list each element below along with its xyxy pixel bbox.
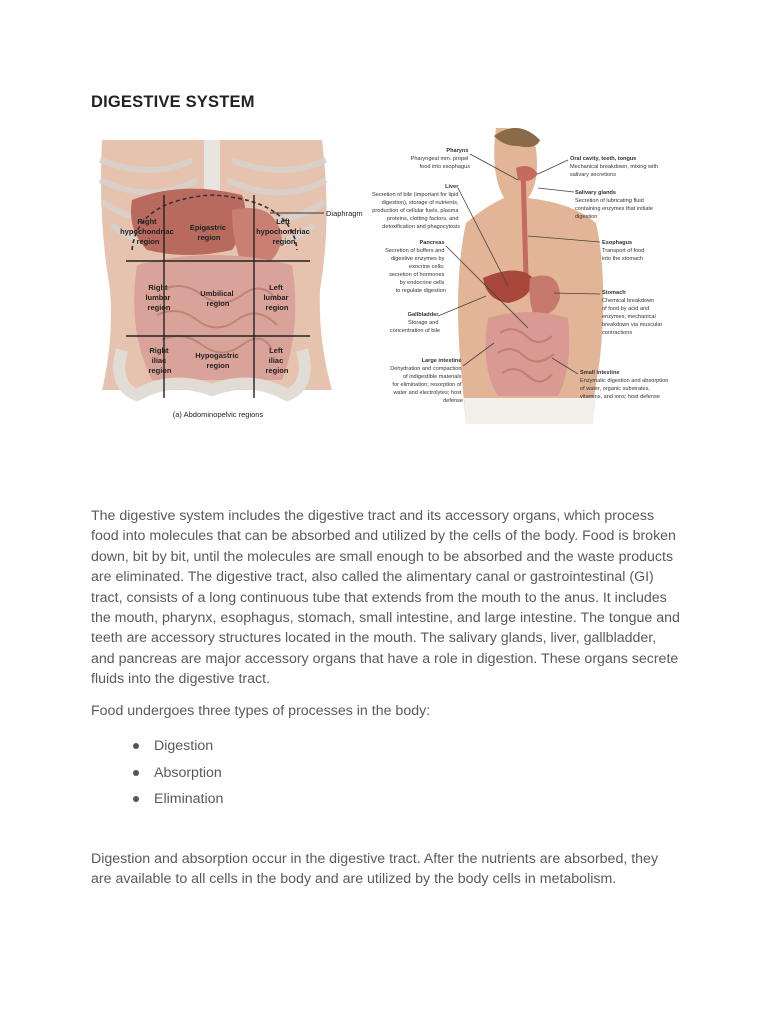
diaphragm-label: Diaphragm: [326, 209, 363, 218]
label-stomach: Stomach Chemical breakdown of food by acid and enzymes; mechanical breakdown via muscular contractions: [602, 290, 663, 336]
region-hypogastric: Hypogastric region: [195, 351, 239, 370]
bullet-icon: [133, 796, 139, 802]
label-pharynx: Pharynx Pharyngeal mm. propel food into esophagus: [410, 148, 470, 170]
list-item: Elimination: [91, 786, 223, 813]
label-esophagus: Esophagus Transport of food into the stomach: [602, 240, 645, 262]
page-title: DIGESTIVE SYSTEM: [91, 93, 255, 111]
region-left-lumbar: Left lumbar region: [263, 283, 289, 312]
label-oral-cavity: Oral cavity, teeth, tongue Mechanical breakdown, mixing with salivary secretions: [570, 156, 658, 178]
intestines-organ: [486, 312, 570, 396]
label-salivary-glands: Salivary glands Secretion of lubricating fluid containing enzymes that initiate digestion: [575, 190, 654, 220]
shorts: [464, 398, 596, 424]
esophagus-shape: [523, 168, 526, 278]
digestive-organs-figure: [368, 128, 678, 424]
bullet-icon: [133, 770, 139, 776]
region-right-iliac: Right iliac region: [148, 346, 172, 375]
intro-paragraph: The digestive system includes the digestive tract and its accessory organs, which process food into molecules that can be absorbed and utilized by the cells of the body. Food is broken down, bit by bit, until the molecules are small enough to be absorbed and the waste products are eliminated. The digestive tract, also called the alimentary canal or gastrointestinal (GI) tract, consists of a long continuous tube that extends from the mouth to the anus. It includes the mouth, pharynx, esophagus, stomach, small intestine, and large intestine. The tongue and teeth are accessory structures located in the mouth. The salivary glands, liver, gallbladder, and pancreas are major accessory organs that have a role in digestion. These organs secrete fluids into the digestive tract.: [91, 508, 680, 688]
label-large-intestine: Large intestine Dehydration and compaction of indigestible materials for elimination; resorption of water and electrolytes; host defense: [390, 358, 463, 404]
region-right-lumbar: Right lumbar region: [145, 283, 171, 312]
label-small-intestine: Small intestine Enzymatic digestion and absorption of water, organic substrates, vitamins, and ions; host defense: [580, 370, 669, 400]
region-left-iliac: Left iliac region: [265, 346, 289, 375]
label-liver: Liver Secretion of bile (important for lipid digestion), storage of nutrients, production of cellular fuels, plasma proteins, clotting factors, and detoxification and phagocytosis: [372, 184, 460, 230]
region-epigastric: Epigastric region: [189, 223, 227, 242]
list-item: Absorption: [91, 760, 223, 787]
processes-intro: Food undergoes three types of processes in the body:: [91, 703, 431, 719]
region-umbilical: Umbilical region: [200, 289, 234, 308]
region-left-hypochondriac: Left hypochondriac region: [256, 217, 310, 246]
region-right-hypochondriac: Right hypochondriac region: [120, 217, 174, 246]
abdominopelvic-regions-figure: [92, 140, 368, 425]
label-gallbladder: Gallbladder Storage and concentration of bile: [389, 312, 440, 334]
label-pancreas: Pancreas Secretion of buffers and digestive enzymes by exocrine cells; secretion of hormones by endocrine cells to regulate digestion: [385, 240, 446, 294]
closing-paragraph: Digestion and absorption occur in the digestive tract. After the nutrients are absorbed, they are available to all cells in the body and are utilized by the body cells in metabolism.: [91, 851, 659, 888]
list-item: Digestion: [91, 733, 223, 760]
processes-list: [91, 733, 223, 813]
bullet-icon: [133, 743, 139, 749]
figure-left-caption: (a) Abdominopelvic regions: [172, 410, 264, 419]
